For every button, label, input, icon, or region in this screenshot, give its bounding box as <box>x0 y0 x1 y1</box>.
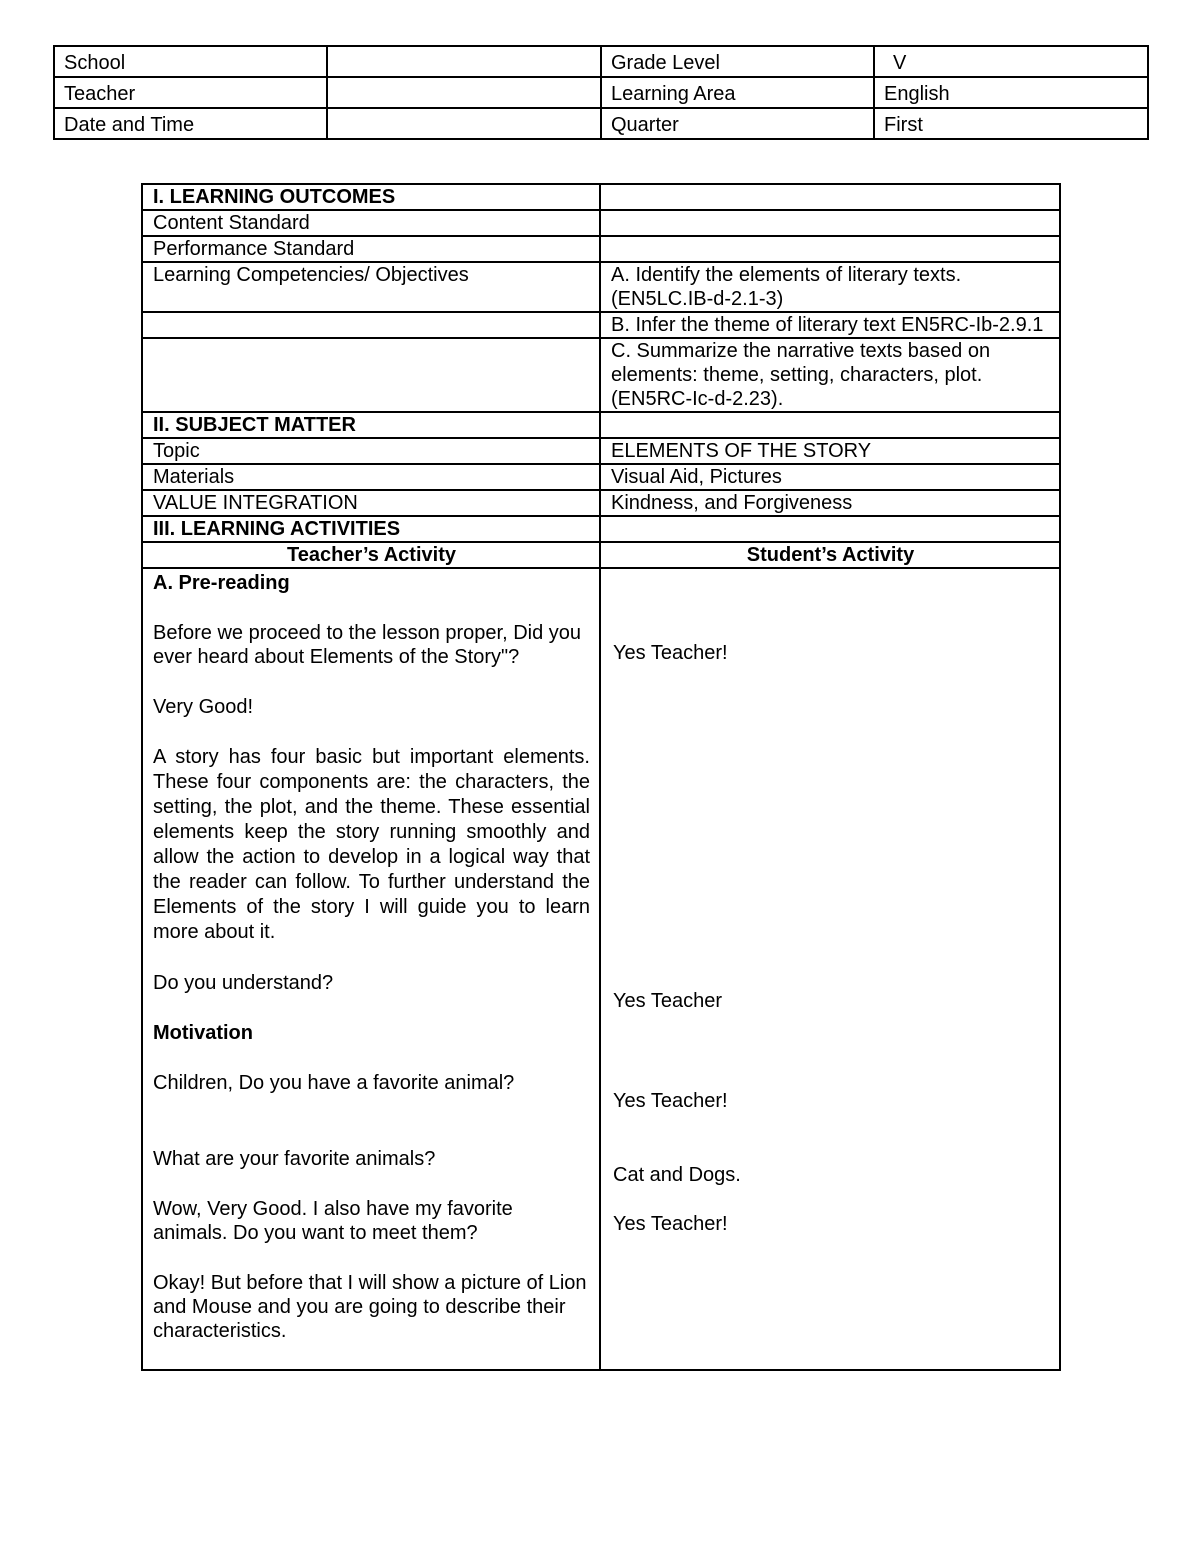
subject-matter-heading-row <box>142 412 1060 438</box>
teacher-activity-cell <box>142 568 600 1370</box>
spacer <box>153 1245 590 1271</box>
objective-a: A. Identify the elements of literary texts. (EN5LC.IB-d-2.1-3) <box>600 262 1060 312</box>
student-answer-5: Yes Teacher! <box>613 1213 728 1235</box>
spacer <box>153 1045 590 1071</box>
materials-value: Visual Aid, Pictures <box>600 464 1060 490</box>
teacher-q3: Children, Do you have a favorite animal? <box>153 1072 515 1094</box>
content-standard-row <box>142 210 1060 236</box>
performance-standard-value <box>600 236 1060 262</box>
performance-standard-label: Performance Standard <box>142 236 600 262</box>
teacher-value <box>327 77 601 108</box>
header-table <box>53 45 1149 140</box>
materials-row <box>142 464 1060 490</box>
value-integration-row <box>142 490 1060 516</box>
teacher-label: Teacher <box>54 77 327 108</box>
student-answer-1: Yes Teacher! <box>613 642 728 664</box>
objective-c-row <box>142 338 1060 412</box>
objective-c: C. Summarize the narrative texts based on elements: theme, setting, characters, plot. (EN5RC-Ic-d-2.23). <box>600 338 1060 412</box>
objective-b: B. Infer the theme of literary text EN5RC-Ib-2.9.1 <box>600 312 1060 338</box>
student-answer-4: Cat and Dogs. <box>613 1164 741 1186</box>
school-label: School <box>54 46 327 77</box>
teacher-activity-header: Teacher’s Activity <box>142 542 600 568</box>
spacer <box>153 1171 590 1197</box>
objective-b-row <box>142 312 1060 338</box>
activity-body-row <box>142 568 1060 1370</box>
activities-heading: III. LEARNING ACTIVITIES <box>142 516 600 542</box>
outcomes-heading-empty <box>600 184 1060 210</box>
content-standard-label: Content Standard <box>142 210 600 236</box>
teacher-q1: Before we proceed to the lesson proper, Did you ever heard about Elements of the Story"? <box>153 622 582 668</box>
quarter-value: First <box>874 108 1148 139</box>
outcomes-heading: I. LEARNING OUTCOMES <box>142 184 600 210</box>
school-value <box>327 46 601 77</box>
header-row-teacher <box>54 77 1148 108</box>
activities-heading-row <box>142 516 1060 542</box>
teacher-q5: Wow, Very Good. I also have my favorite animals. Do you want to meet them? <box>153 1198 513 1244</box>
area-value: English <box>874 77 1148 108</box>
grade-label: Grade Level <box>601 46 874 77</box>
objective-b-empty <box>142 312 600 338</box>
competencies-label: Learning Competencies/ Objectives <box>142 262 600 312</box>
competencies-row <box>142 262 1060 312</box>
subject-matter-heading: II. SUBJECT MATTER <box>142 412 600 438</box>
performance-standard-row <box>142 236 1060 262</box>
datetime-label: Date and Time <box>54 108 327 139</box>
topic-row <box>142 438 1060 464</box>
spacer <box>153 719 590 745</box>
teacher-q2: Do you understand? <box>153 972 334 994</box>
activities-heading-empty <box>600 516 1060 542</box>
student-activity-cell <box>600 568 1060 1370</box>
content-standard-value <box>600 210 1060 236</box>
subject-matter-heading-empty <box>600 412 1060 438</box>
spacer <box>153 1095 590 1121</box>
student-activity-header: Student’s Activity <box>600 542 1060 568</box>
spacer <box>153 669 590 695</box>
grade-value: V <box>874 46 1148 77</box>
student-answer-2: Yes Teacher <box>613 990 722 1012</box>
student-answer-3: Yes Teacher! <box>613 1090 728 1112</box>
teacher-praise1: Very Good! <box>153 696 254 718</box>
topic-value: ELEMENTS OF THE STORY <box>600 438 1060 464</box>
quarter-label: Quarter <box>601 108 874 139</box>
topic-label: Topic <box>142 438 600 464</box>
lesson-plan-table <box>141 183 1061 1371</box>
motivation-heading: Motivation <box>153 1022 253 1044</box>
area-label: Learning Area <box>601 77 874 108</box>
teacher-q4: What are your favorite animals? <box>153 1148 436 1170</box>
teacher-explanation: A story has four basic but important elements. These four components are: the characters, the setting, the plot, and the theme. These essential elements keep the story running smoothly and allow the action to develop in a logical way that the reader can follow. To further understand the Elements of the story I will guide you to learn more about it. <box>153 746 590 943</box>
spacer <box>153 945 590 971</box>
value-integration-value: Kindness, and Forgiveness <box>600 490 1060 516</box>
spacer <box>153 1121 590 1147</box>
spacer <box>153 995 590 1021</box>
datetime-value <box>327 108 601 139</box>
spacer <box>153 595 590 621</box>
materials-label: Materials <box>142 464 600 490</box>
objective-c-empty <box>142 338 600 412</box>
value-integration-label: VALUE INTEGRATION <box>142 490 600 516</box>
prereading-heading: A. Pre-reading <box>153 572 290 594</box>
outcomes-heading-row <box>142 184 1060 210</box>
teacher-q6: Okay! But before that I will show a picture of Lion and Mouse and you are going to describe their characteristics. <box>153 1272 587 1342</box>
header-row-school <box>54 46 1148 77</box>
header-row-datetime <box>54 108 1148 139</box>
activity-columns-row <box>142 542 1060 568</box>
